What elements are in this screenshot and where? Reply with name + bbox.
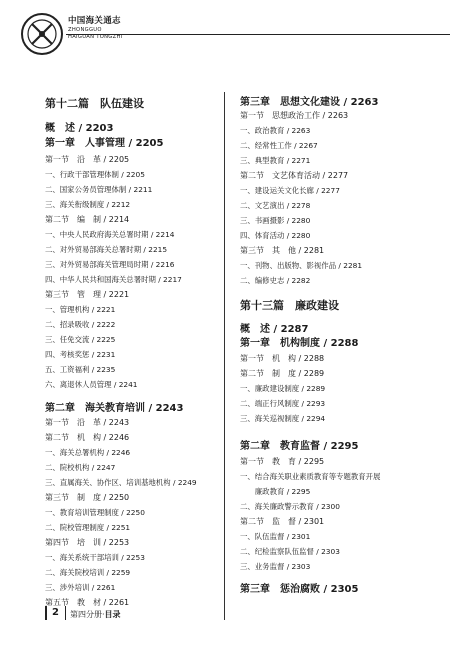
toc-section-entry: 第二节 编 制 / 2214: [45, 215, 130, 224]
toc-item-entry: 二、纪检监察队伍监督 / 2303: [240, 547, 340, 556]
footer-caption: [70, 609, 121, 620]
toc-chapter-entry: 第二章 教育监督 / 2295: [240, 441, 359, 452]
footer-separator: ·: [102, 610, 105, 619]
toc-item-entry: 二、经常性工作 / 2267: [240, 141, 318, 150]
toc-item-entry: 二、招录吸收 / 2222: [45, 320, 116, 329]
toc-item-entry: 二、编修史志 / 2282: [240, 276, 311, 285]
customs-emblem-icon: [20, 12, 64, 56]
toc-item-entry: 一、廉政建设制度 / 2289: [240, 384, 326, 393]
toc-item-entry: 四、考核奖惩 / 2231: [45, 350, 116, 359]
toc-item-entry: 一、中央人民政府海关总署时期 / 2214: [45, 230, 175, 239]
toc-item-entry: 二、国家公务员管理体制 / 2211: [45, 185, 153, 194]
toc-item-entry: 三、任免交流 / 2225: [45, 335, 116, 344]
toc-chapter-entry: 概 述 / 2287: [240, 324, 309, 335]
toc-item-entry: 三、涉外培训 / 2261: [45, 583, 116, 592]
logo-chinese-text: 中国海关通志: [68, 16, 121, 26]
toc-section-entry: 第一节 机 构 / 2288: [240, 354, 325, 363]
toc-item-entry: 廉政教育 / 2295: [240, 487, 311, 496]
footer-section: 目录: [104, 610, 121, 619]
toc-section-entry: 第一节 思想政治工作 / 2263: [240, 111, 349, 120]
toc-section-entry: 第二节 文艺体育活动 / 2277: [240, 171, 349, 180]
logo-block: [20, 12, 450, 60]
footer-volume: 第四分册: [70, 610, 102, 619]
toc-item-entry: 一、政治教育 / 2263: [240, 126, 311, 135]
page-number: 2: [52, 607, 59, 618]
toc-item-entry: 二、院校管理制度 / 2251: [45, 523, 131, 532]
toc-section-entry: 第一节 沿 革 / 2205: [45, 155, 130, 164]
toc-section-entry: 第二节 监 督 / 2301: [240, 517, 325, 526]
toc-section-entry: 第二节 制 度 / 2289: [240, 369, 325, 378]
page-footer: [45, 604, 245, 624]
toc-chapter-entry: 第一章 人事管理 / 2205: [45, 138, 164, 149]
toc-item-entry: 三、书画摄影 / 2280: [240, 216, 311, 225]
toc-item-entry: 二、院校机构 / 2247: [45, 463, 116, 472]
toc-chapter-entry: 概 述 / 2203: [45, 123, 114, 134]
toc-item-entry: 三、典型教育 / 2271: [240, 156, 311, 165]
toc-item-entry: 二、文艺演出 / 2278: [240, 201, 311, 210]
toc-section-entry: 第五节 教 材 / 2261: [45, 598, 130, 607]
toc-item-entry: 一、刊物、出版物、影视作品 / 2281: [240, 261, 363, 270]
toc-item-entry: 四、中华人民共和国海关总署时期 / 2217: [45, 275, 182, 284]
toc-chapter-entry: 第二章 海关教育培训 / 2243: [45, 403, 184, 414]
toc-section-entry: 第四节 培 训 / 2253: [45, 538, 130, 547]
toc-chapter-entry: 第一章 机构制度 / 2288: [240, 338, 359, 349]
toc-item-entry: 三、直属海关、协作区、培训基地机构 / 2249: [45, 478, 197, 487]
toc-part-heading: 第十二篇 队伍建设: [45, 97, 144, 110]
footer-bar-right: [65, 606, 66, 620]
toc-section-entry: 第一节 教 育 / 2295: [240, 457, 325, 466]
logo-title: [68, 17, 123, 40]
toc-section-entry: 第三节 管 理 / 2221: [45, 290, 130, 299]
toc-item-entry: 二、海关廉政警示教育 / 2300: [240, 502, 340, 511]
toc-item-entry: 二、端正行风制度 / 2293: [240, 399, 326, 408]
toc-section-entry: 第三节 其 他 / 2281: [240, 246, 325, 255]
toc-section-entry: 第一节 沿 革 / 2243: [45, 418, 130, 427]
toc-item-entry: 五、工资福利 / 2235: [45, 365, 116, 374]
logo-pinyin-line1: ZHONGGUO: [68, 26, 102, 33]
toc-item-entry: 三、对外贸易部海关管理局时期 / 2216: [45, 260, 175, 269]
toc-section-entry: 第二节 机 构 / 2246: [45, 433, 130, 442]
toc-item-entry: 二、对外贸易部海关总署时期 / 2215: [45, 245, 168, 254]
toc-item-entry: 一、管理机构 / 2221: [45, 305, 116, 314]
toc-chapter-entry: 第三章 惩治腐败 / 2305: [240, 584, 359, 595]
footer-bar-left: [45, 606, 47, 620]
toc-chapter-entry: 第三章 思想文化建设 / 2263: [240, 97, 379, 108]
toc-item-entry: 四、体育活动 / 2280: [240, 231, 311, 240]
toc-item-entry: 一、结合海关职业素质教育等专题教育开展: [240, 472, 381, 481]
toc-part-heading: 第十三篇 廉政建设: [240, 299, 339, 312]
toc-item-entry: 六、离退休人员管理 / 2241: [45, 380, 138, 389]
toc-item-entry: 一、海关系统干部培训 / 2253: [45, 553, 145, 562]
toc-item-entry: 一、队伍监督 / 2301: [240, 532, 311, 541]
logo-pinyin-line2: HAIGUAN TONGZHI: [68, 33, 123, 40]
toc-item-entry: 三、海关衔级制度 / 2212: [45, 200, 131, 209]
column-divider: [224, 92, 225, 620]
toc-item-entry: 一、行政干部管理体制 / 2205: [45, 170, 145, 179]
toc-item-entry: 三、海关巡视制度 / 2294: [240, 414, 326, 423]
toc-item-entry: 一、建设运关文化长廊 / 2277: [240, 186, 340, 195]
toc-item-entry: 一、海关总署机构 / 2246: [45, 448, 131, 457]
toc-item-entry: 二、海关院校培训 / 2259: [45, 568, 131, 577]
toc-section-entry: 第三节 制 度 / 2250: [45, 493, 130, 502]
toc-item-entry: 一、教育培训管理制度 / 2250: [45, 508, 145, 517]
toc-item-entry: 三、业务监督 / 2303: [240, 562, 311, 571]
header-rule: [66, 34, 450, 35]
